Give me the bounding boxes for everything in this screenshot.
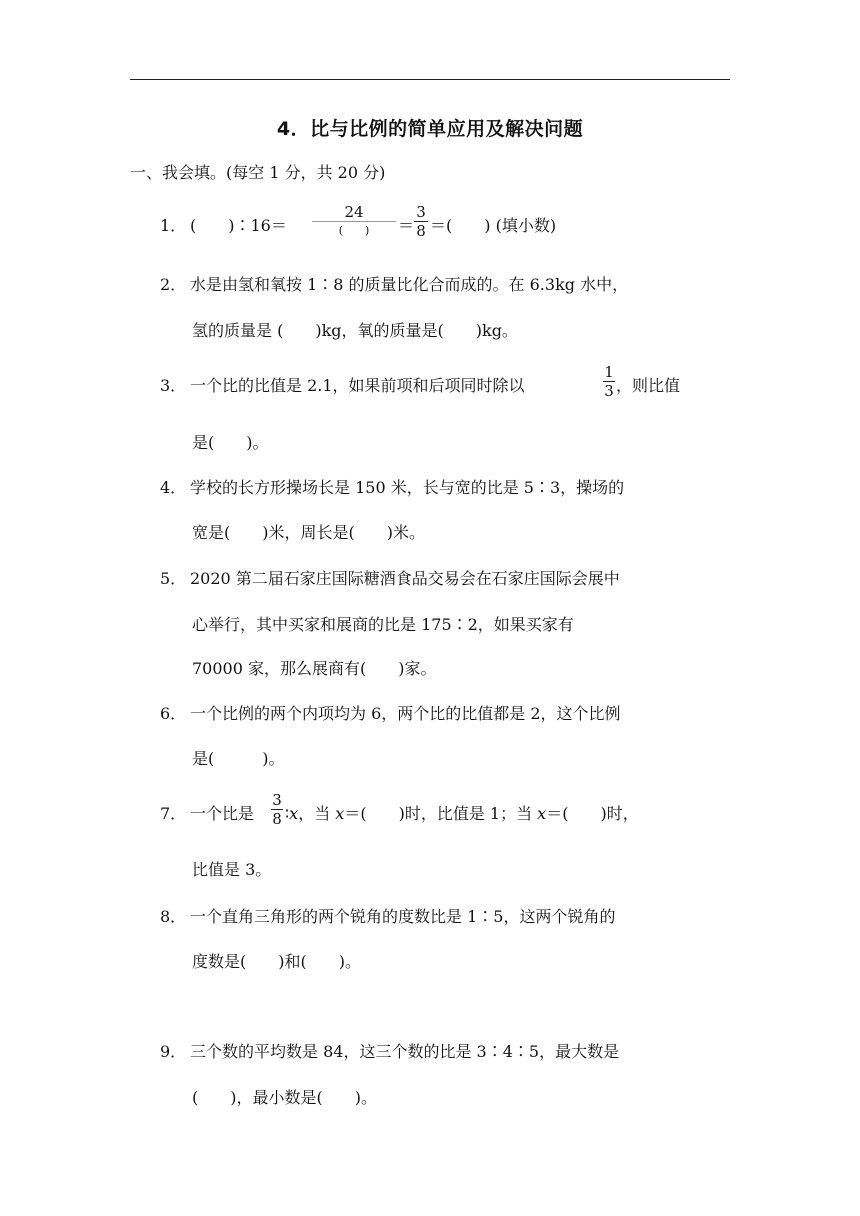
question-text: 氢的质量是 ( )kg，氧的质量是( )kg。 bbox=[192, 321, 518, 340]
question-text: 一个比是 bbox=[190, 804, 255, 823]
question-text: 三个数的平均数是 84，这三个数的比是 3∶4∶5，最大数是 bbox=[190, 1042, 620, 1061]
question-text: 2020 第二届石家庄国际糖酒食品交易会在石家庄国际会展中 bbox=[190, 569, 620, 588]
question-number: 7． bbox=[160, 804, 187, 823]
question-text: ( )，最小数是( )。 bbox=[192, 1088, 377, 1107]
question-number: 9． bbox=[160, 1042, 187, 1061]
question-text-part: ，当 bbox=[298, 804, 336, 823]
fraction-24-over-blank bbox=[312, 204, 396, 239]
question-text: 是( )。 bbox=[192, 749, 285, 768]
question-text: 度数是( )和( )。 bbox=[192, 952, 361, 971]
fraction-3-over-8 bbox=[414, 204, 428, 239]
fraction-denominator: ( ) bbox=[338, 224, 370, 237]
ratio-sign: ∶ bbox=[285, 804, 290, 823]
section-heading: 一、我会填。(每空 1 分，共 20 分) bbox=[130, 163, 386, 182]
fraction-denominator: 8 bbox=[416, 222, 426, 240]
equals-sign: ＝ bbox=[398, 216, 415, 235]
question-number: 4． bbox=[160, 478, 187, 497]
fraction-1-over-3 bbox=[603, 364, 615, 399]
question-text: 水是由氢和氧按 1∶8 的质量比化合而成的。在 6.3kg 水中， bbox=[190, 275, 629, 294]
fraction-denominator: 8 bbox=[272, 810, 282, 828]
fraction-3-over-8 bbox=[271, 792, 283, 827]
question-number: 2． bbox=[160, 275, 187, 294]
question-text-part: ＝( )时， bbox=[546, 804, 639, 823]
question-text: ＝( ) (填小数) bbox=[430, 216, 557, 235]
question-text bbox=[285, 803, 639, 825]
page-title: 4．比与比例的简单应用及解决问题 bbox=[276, 118, 584, 140]
question-text: 一个比的比值是 2.1，如果前项和后项同时除以 bbox=[190, 376, 525, 395]
fraction-numerator: 3 bbox=[416, 203, 426, 221]
variable-x: x bbox=[537, 804, 547, 823]
question-text: 是( )。 bbox=[192, 433, 269, 452]
question-text: 一个比例的两个内项均为 6，两个比的比值都是 2，这个比例 bbox=[190, 704, 621, 723]
fraction-bar bbox=[312, 221, 396, 222]
fraction-numerator: 3 bbox=[272, 791, 282, 809]
question-text: 一个直角三角形的两个锐角的度数比是 1∶5，这两个锐角的 bbox=[190, 907, 616, 926]
question-text: ( )∶16＝ bbox=[190, 216, 287, 235]
question-number: 6． bbox=[160, 704, 187, 723]
question-number: 1． bbox=[160, 216, 187, 235]
fraction-numerator: 1 bbox=[604, 363, 614, 381]
question-text-part: ＝( )时，比值是 1；当 bbox=[344, 804, 538, 823]
variable-x: x bbox=[335, 804, 345, 823]
question-text: 心举行，其中买家和展商的比是 175∶2，如果买家有 bbox=[192, 615, 574, 634]
variable-x: x bbox=[289, 804, 299, 823]
question-number: 3． bbox=[160, 376, 187, 395]
question-text: 宽是( )米，周长是( )米。 bbox=[192, 523, 425, 542]
fraction-denominator: 3 bbox=[604, 382, 614, 400]
question-text: 学校的长方形操场长是 150 米，长与宽的比是 5∶3，操场的 bbox=[190, 478, 625, 497]
question-number: 5． bbox=[160, 569, 187, 588]
fraction-numerator: 24 bbox=[344, 203, 364, 221]
question-text: 比值是 3。 bbox=[192, 860, 272, 879]
question-text: ，则比值 bbox=[616, 376, 681, 395]
header-rule bbox=[130, 79, 730, 80]
question-text: 70000 家，那么展商有( )家。 bbox=[192, 659, 437, 678]
question-number: 8． bbox=[160, 907, 187, 926]
